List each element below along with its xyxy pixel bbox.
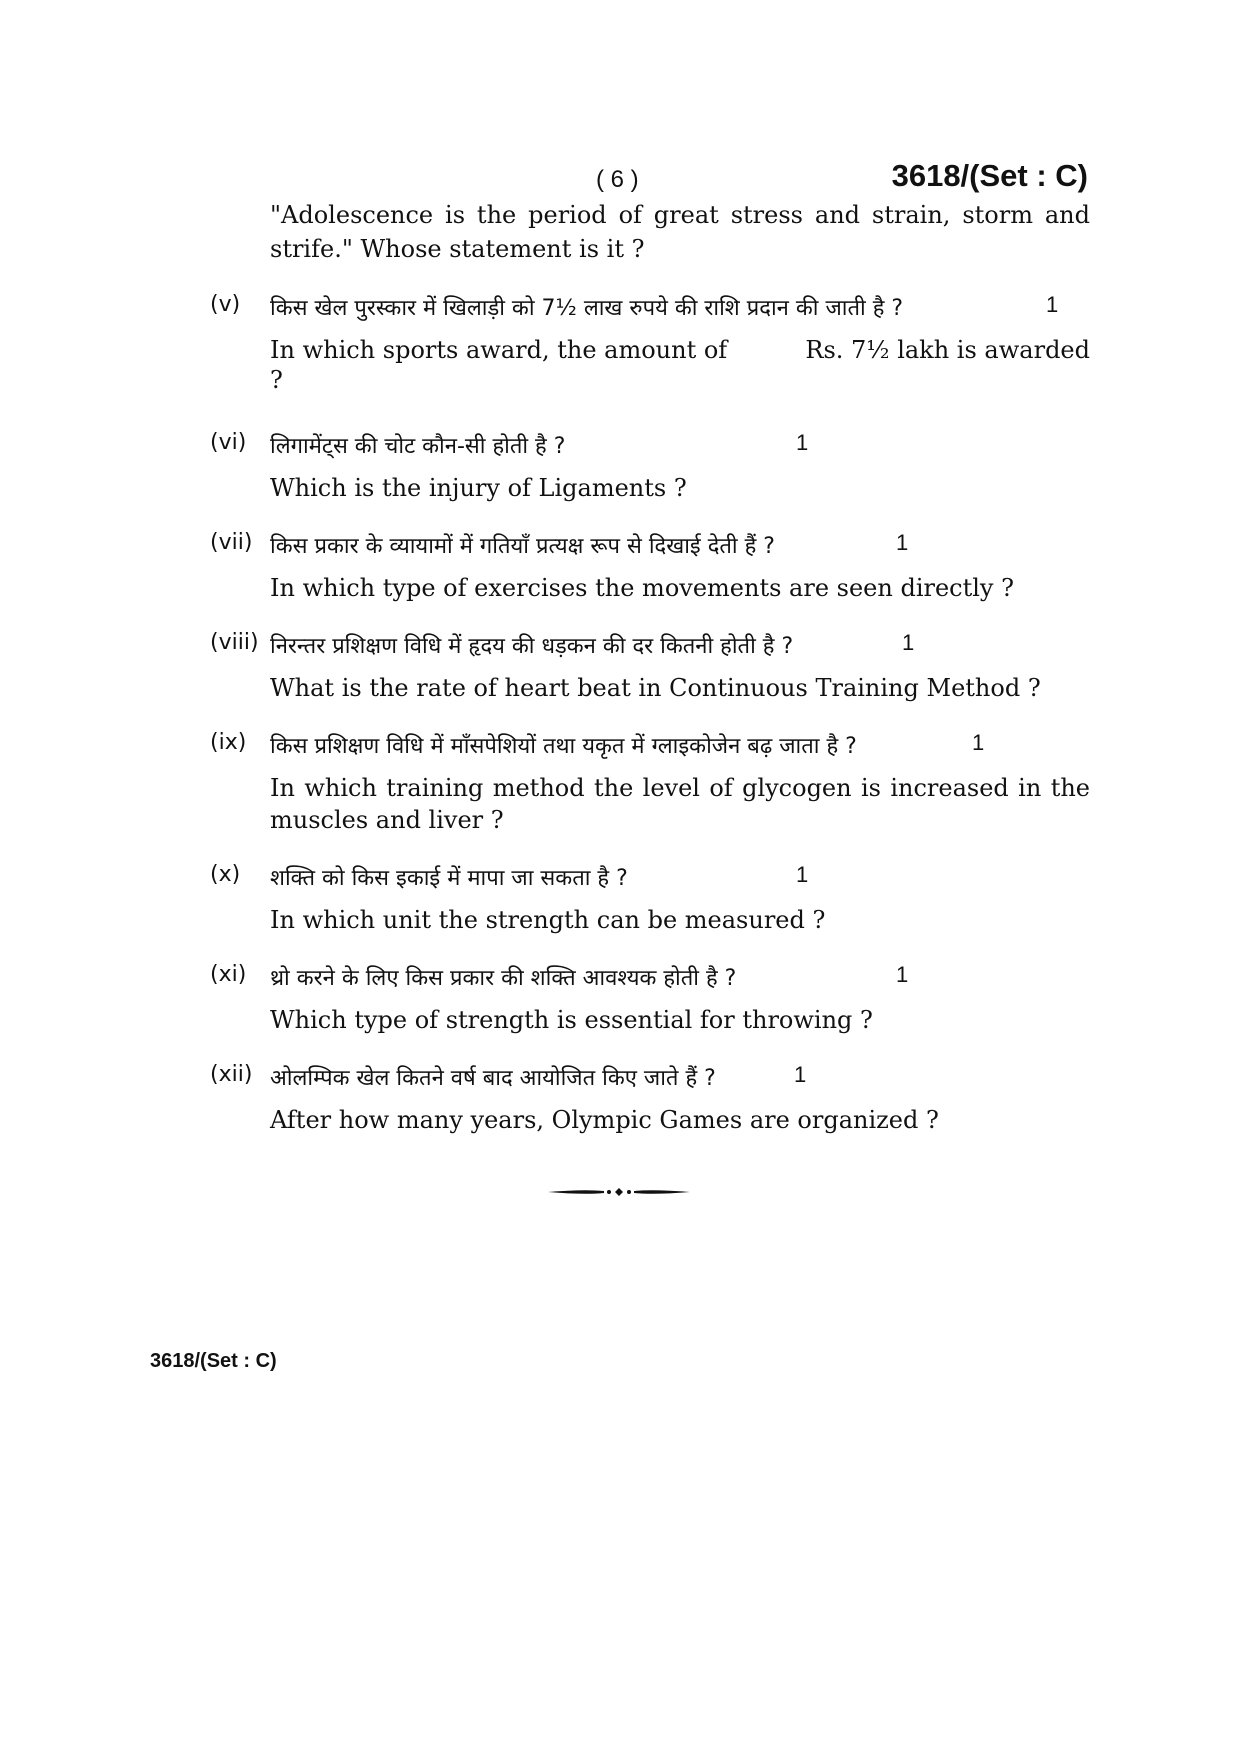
question-hindi: लिगामेंट्स की चोट कौन-सी होती है ? <box>270 434 566 459</box>
question-number: (vii) <box>210 530 253 555</box>
question-number: (v) <box>210 292 241 317</box>
question-iv-english-continuation: "Adolescence is the period of great stress and strain, storm and strife." Whose statement is it ? <box>270 201 1090 263</box>
question-english-left: In which sports award, the amount of <box>270 336 728 364</box>
page-number: ( 6 ) <box>596 166 639 193</box>
question-english: In which training method the level of glycogen is increased in the muscles and liver ? <box>270 774 1090 834</box>
question-hindi: शक्ति को किस इकाई में मापा जा सकता है ? <box>270 866 628 891</box>
question-marks: 1 <box>902 630 915 655</box>
question-number: (xi) <box>210 962 247 987</box>
question-number: (viii) <box>210 630 259 655</box>
question-number: (ix) <box>210 730 247 755</box>
question-marks: 1 <box>794 1062 807 1087</box>
question-english: What is the rate of heart beat in Continuous Training Method ? <box>270 674 1041 702</box>
question-hindi: किस खेल पुरस्कार में खिलाड़ी को 7½ लाख रुपये की राशि प्रदान की जाती है ? <box>270 296 904 321</box>
question-english <box>270 334 1090 366</box>
question-english: Which type of strength is essential for throwing ? <box>270 1006 873 1034</box>
question-marks: 1 <box>972 730 985 755</box>
question-marks: 1 <box>796 430 809 455</box>
question-english: Which is the injury of Ligaments ? <box>270 474 687 502</box>
question-marks: 1 <box>896 530 909 555</box>
end-divider-ornament <box>546 1182 692 1202</box>
header-paper-code: 3618/(Set : C) <box>891 158 1088 193</box>
question-english-right: Rs. 7½ lakh is awarded <box>805 336 1090 364</box>
question-english: In which unit the strength can be measured ? <box>270 906 826 934</box>
question-hindi: निरन्तर प्रशिक्षण विधि में हृदय की धड़कन की दर कितनी होती है ? <box>270 634 794 659</box>
question-marks: 1 <box>1046 292 1059 317</box>
question-english: After how many years, Olympic Games are organized ? <box>270 1106 939 1134</box>
question-marks: 1 <box>896 962 909 987</box>
question-hindi: ओलम्पिक खेल कितने वर्ष बाद आयोजित किए जाते हैं ? <box>270 1066 716 1091</box>
footer-paper-code: 3618/(Set : C) <box>150 1350 277 1372</box>
question-hindi: किस प्रशिक्षण विधि में माँसपेशियों तथा यकृत में ग्लाइकोजेन बढ़ जाता है ? <box>270 734 857 759</box>
question-english: In which type of exercises the movements are seen directly ? <box>270 574 1014 602</box>
question-english-tail: ? <box>270 366 283 394</box>
question-hindi: किस प्रकार के व्यायामों में गतियाँ प्रत्यक्ष रूप से दिखाई देती हैं ? <box>270 534 775 559</box>
question-number: (xii) <box>210 1062 253 1087</box>
question-hindi: थ्रो करने के लिए किस प्रकार की शक्ति आवश्यक होती है ? <box>270 966 737 991</box>
question-number: (x) <box>210 862 241 887</box>
question-number: (vi) <box>210 430 247 455</box>
question-marks: 1 <box>796 862 809 887</box>
